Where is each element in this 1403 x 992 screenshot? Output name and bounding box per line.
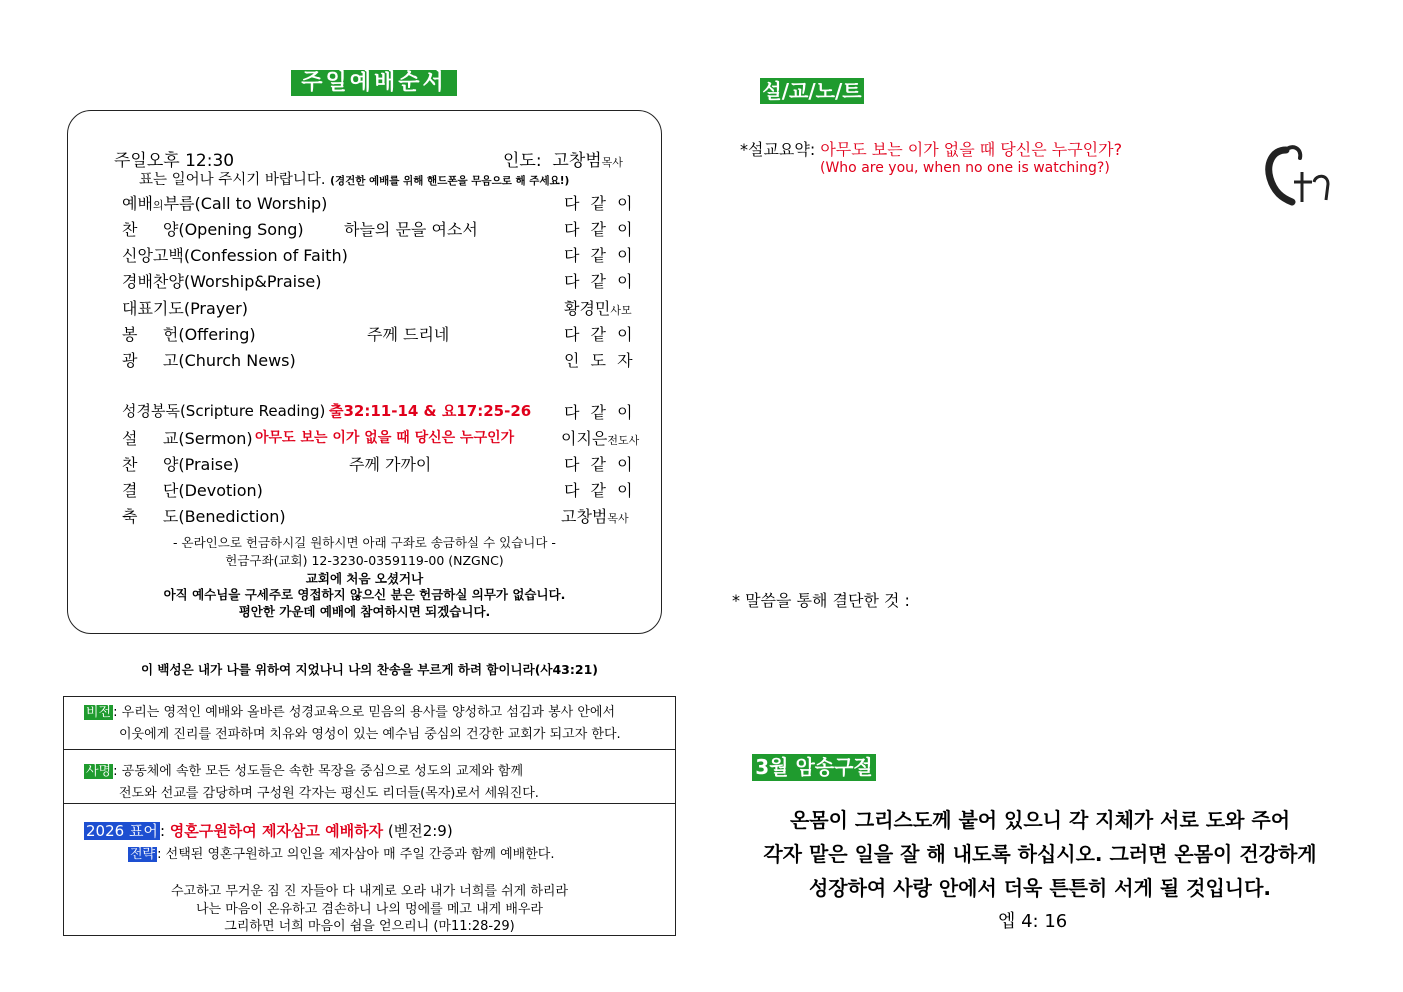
phone-note: (경건한 예배를 위해 핸드폰을 무음으로 해 주세요!)	[330, 175, 570, 187]
order-who: 다 같 이	[564, 194, 636, 213]
memory-verse-line-3: 성장하여 사랑 안에서 더욱 튼튼히 서게 될 것입니다.	[808, 876, 1272, 900]
service-time: 주일오후 12:30	[114, 151, 235, 171]
mission-line-1: 사명 : 공동체에 속한 모든 성도들은 속한 목장을 중심으로 성도의 교제와 함께	[86, 764, 524, 779]
order-item-offering: 봉 헌(Offering)	[122, 325, 256, 344]
mission-label: 사명	[86, 764, 112, 779]
order-item-sermon: 설 교(Sermon)	[122, 429, 253, 448]
stand-note	[139, 168, 569, 189]
summary-english: (Who are you, when no one is watching?)	[820, 160, 1110, 176]
divider	[63, 803, 676, 804]
order-item-worship-praise: 경배찬양(Worship&Praise)	[122, 272, 322, 291]
decision-label: * 말씀을 통해 결단한 것 :	[732, 591, 910, 610]
order-who: 다 같 이	[564, 403, 636, 422]
vision-line-2: 이웃에게 진리를 전파하며 치유와 영성이 있는 예수님 중심의 건강한 교회가 되고자 한다.	[119, 727, 621, 742]
newcomer-note-1: 교회에 처음 오셨거나	[305, 571, 424, 586]
order-who: 다 같 이	[564, 481, 636, 500]
leader-name: 고창범	[552, 151, 602, 171]
strategy-label: 전략	[130, 847, 156, 862]
goal-line: 2026 표어 : 영혼구원하여 제자삼고 예배하자 (벧전2:9)	[86, 822, 453, 840]
leader-label: 인도:	[503, 151, 542, 171]
newcomer-note-3: 평안한 가운데 예배에 참여하시면 되겠습니다.	[238, 604, 491, 619]
scripture-reference: 출32:11-14 & 요17:25-26	[329, 402, 532, 420]
order-item-scripture: 성경봉독(Scripture Reading)	[122, 402, 326, 420]
order-item-church-news: 광 고(Church News)	[122, 351, 296, 370]
order-item-benediction: 축 도(Benediction)	[122, 507, 286, 526]
order-item-praise: 찬 양(Praise)	[122, 455, 240, 474]
closing-verse-1: 수고하고 무거운 짐 진 자들아 다 내게로 오라 내가 너희를 쉬게 하리라	[170, 884, 569, 899]
order-who: 다 같 이	[564, 220, 636, 239]
isaiah-verse: 이 백성은 내가 나를 위하여 지었나니 나의 찬송을 부르게 하려 함이니라(사43:21)	[141, 662, 598, 677]
memory-verse-reference: 엡 4: 16	[998, 911, 1068, 932]
divider	[63, 749, 676, 750]
goal-reference: (벧전2:9)	[387, 822, 453, 840]
opening-song-title: 하늘의 문을 여소서	[344, 220, 478, 239]
order-who: 이지은전도사	[561, 429, 640, 448]
closing-verse-3: 그리하면 너희 마음이 쉼을 얻으리니 (마11:28-29)	[224, 919, 515, 934]
offering-account: 헌금구좌(교회) 12-3230-0359119-00 (NZGNC)	[225, 553, 504, 568]
order-item-call-to-worship: 예배의부름(Call to Worship)	[122, 194, 328, 213]
church-logo-icon	[1262, 142, 1334, 210]
order-who: 다 같 이	[564, 455, 636, 474]
online-offering-note: - 온라인으로 헌금하시길 원하시면 아래 구좌로 송금하실 수 있습니다 -	[173, 535, 556, 550]
summary-text: 아무도 보는 이가 없을 때 당신은 누구인가?	[820, 140, 1123, 159]
sermon-note-title: 설/교/노/트	[760, 78, 864, 104]
offering-song-title: 주께 드리네	[367, 325, 450, 344]
memory-verse-line-2: 각자 맡은 일을 잘 해 내도록 하십시오. 그러면 온몸이 건강하게	[763, 842, 1317, 866]
sermon-summary	[740, 137, 1122, 160]
sermon-title: 아무도 보는 이가 없을 때 당신은 누구인가	[255, 430, 515, 446]
stand-note-text: 표는 일어나 주시기 바랍니다.	[139, 172, 326, 188]
vision-line-1: 비전 : 우리는 영적인 예배와 올바른 성경교육으로 믿음의 용사를 양성하고 섬김과 봉사 안에서	[86, 705, 616, 720]
order-item-opening-song: 찬 양(Opening Song)	[122, 220, 304, 239]
mission-line-2: 전도와 선교를 감당하며 구성원 각자는 평신도 리더들(목자)로서 세워진다.	[119, 786, 539, 801]
summary-label: *설교요약:	[740, 140, 816, 159]
strategy-line: 전략 : 선택된 영혼구원하고 의인을 제자삼아 매 주일 간증과 함께 예배한다.	[130, 847, 555, 862]
order-who: 다 같 이	[564, 246, 636, 265]
closing-verse-2: 나는 마음이 온유하고 겸손하니 나의 멍에를 메고 내게 배우라	[195, 902, 543, 917]
order-who: 인 도 자	[564, 351, 636, 370]
leader-title: 목사	[601, 156, 623, 169]
goal-text: 영혼구원하여 제자삼고 예배하자	[169, 822, 384, 840]
vision-label: 비전	[86, 705, 112, 720]
order-who: 다 같 이	[564, 325, 636, 344]
worship-order-title: 주일예배순서	[291, 70, 457, 96]
newcomer-note-2: 아직 예수님을 구세주로 영접하지 않으신 분은 헌금하실 의무가 없습니다.	[163, 587, 566, 602]
order-item-prayer: 대표기도(Prayer)	[122, 299, 248, 318]
memory-verse-title: 3월 암송구절	[752, 754, 876, 781]
order-item-devotion: 결 단(Devotion)	[122, 481, 263, 500]
order-item-confession: 신앙고백(Confession of Faith)	[122, 246, 348, 265]
praise-song-title: 주께 가까이	[349, 455, 432, 474]
order-who: 황경민사모	[564, 299, 632, 318]
memory-verse-line-1: 온몸이 그리스도께 붙어 있으니 각 지체가 서로 도와 주어	[789, 808, 1291, 832]
order-who: 고창범목사	[561, 507, 629, 526]
order-who: 다 같 이	[564, 272, 636, 291]
goal-label: 2026 표어	[86, 822, 158, 840]
